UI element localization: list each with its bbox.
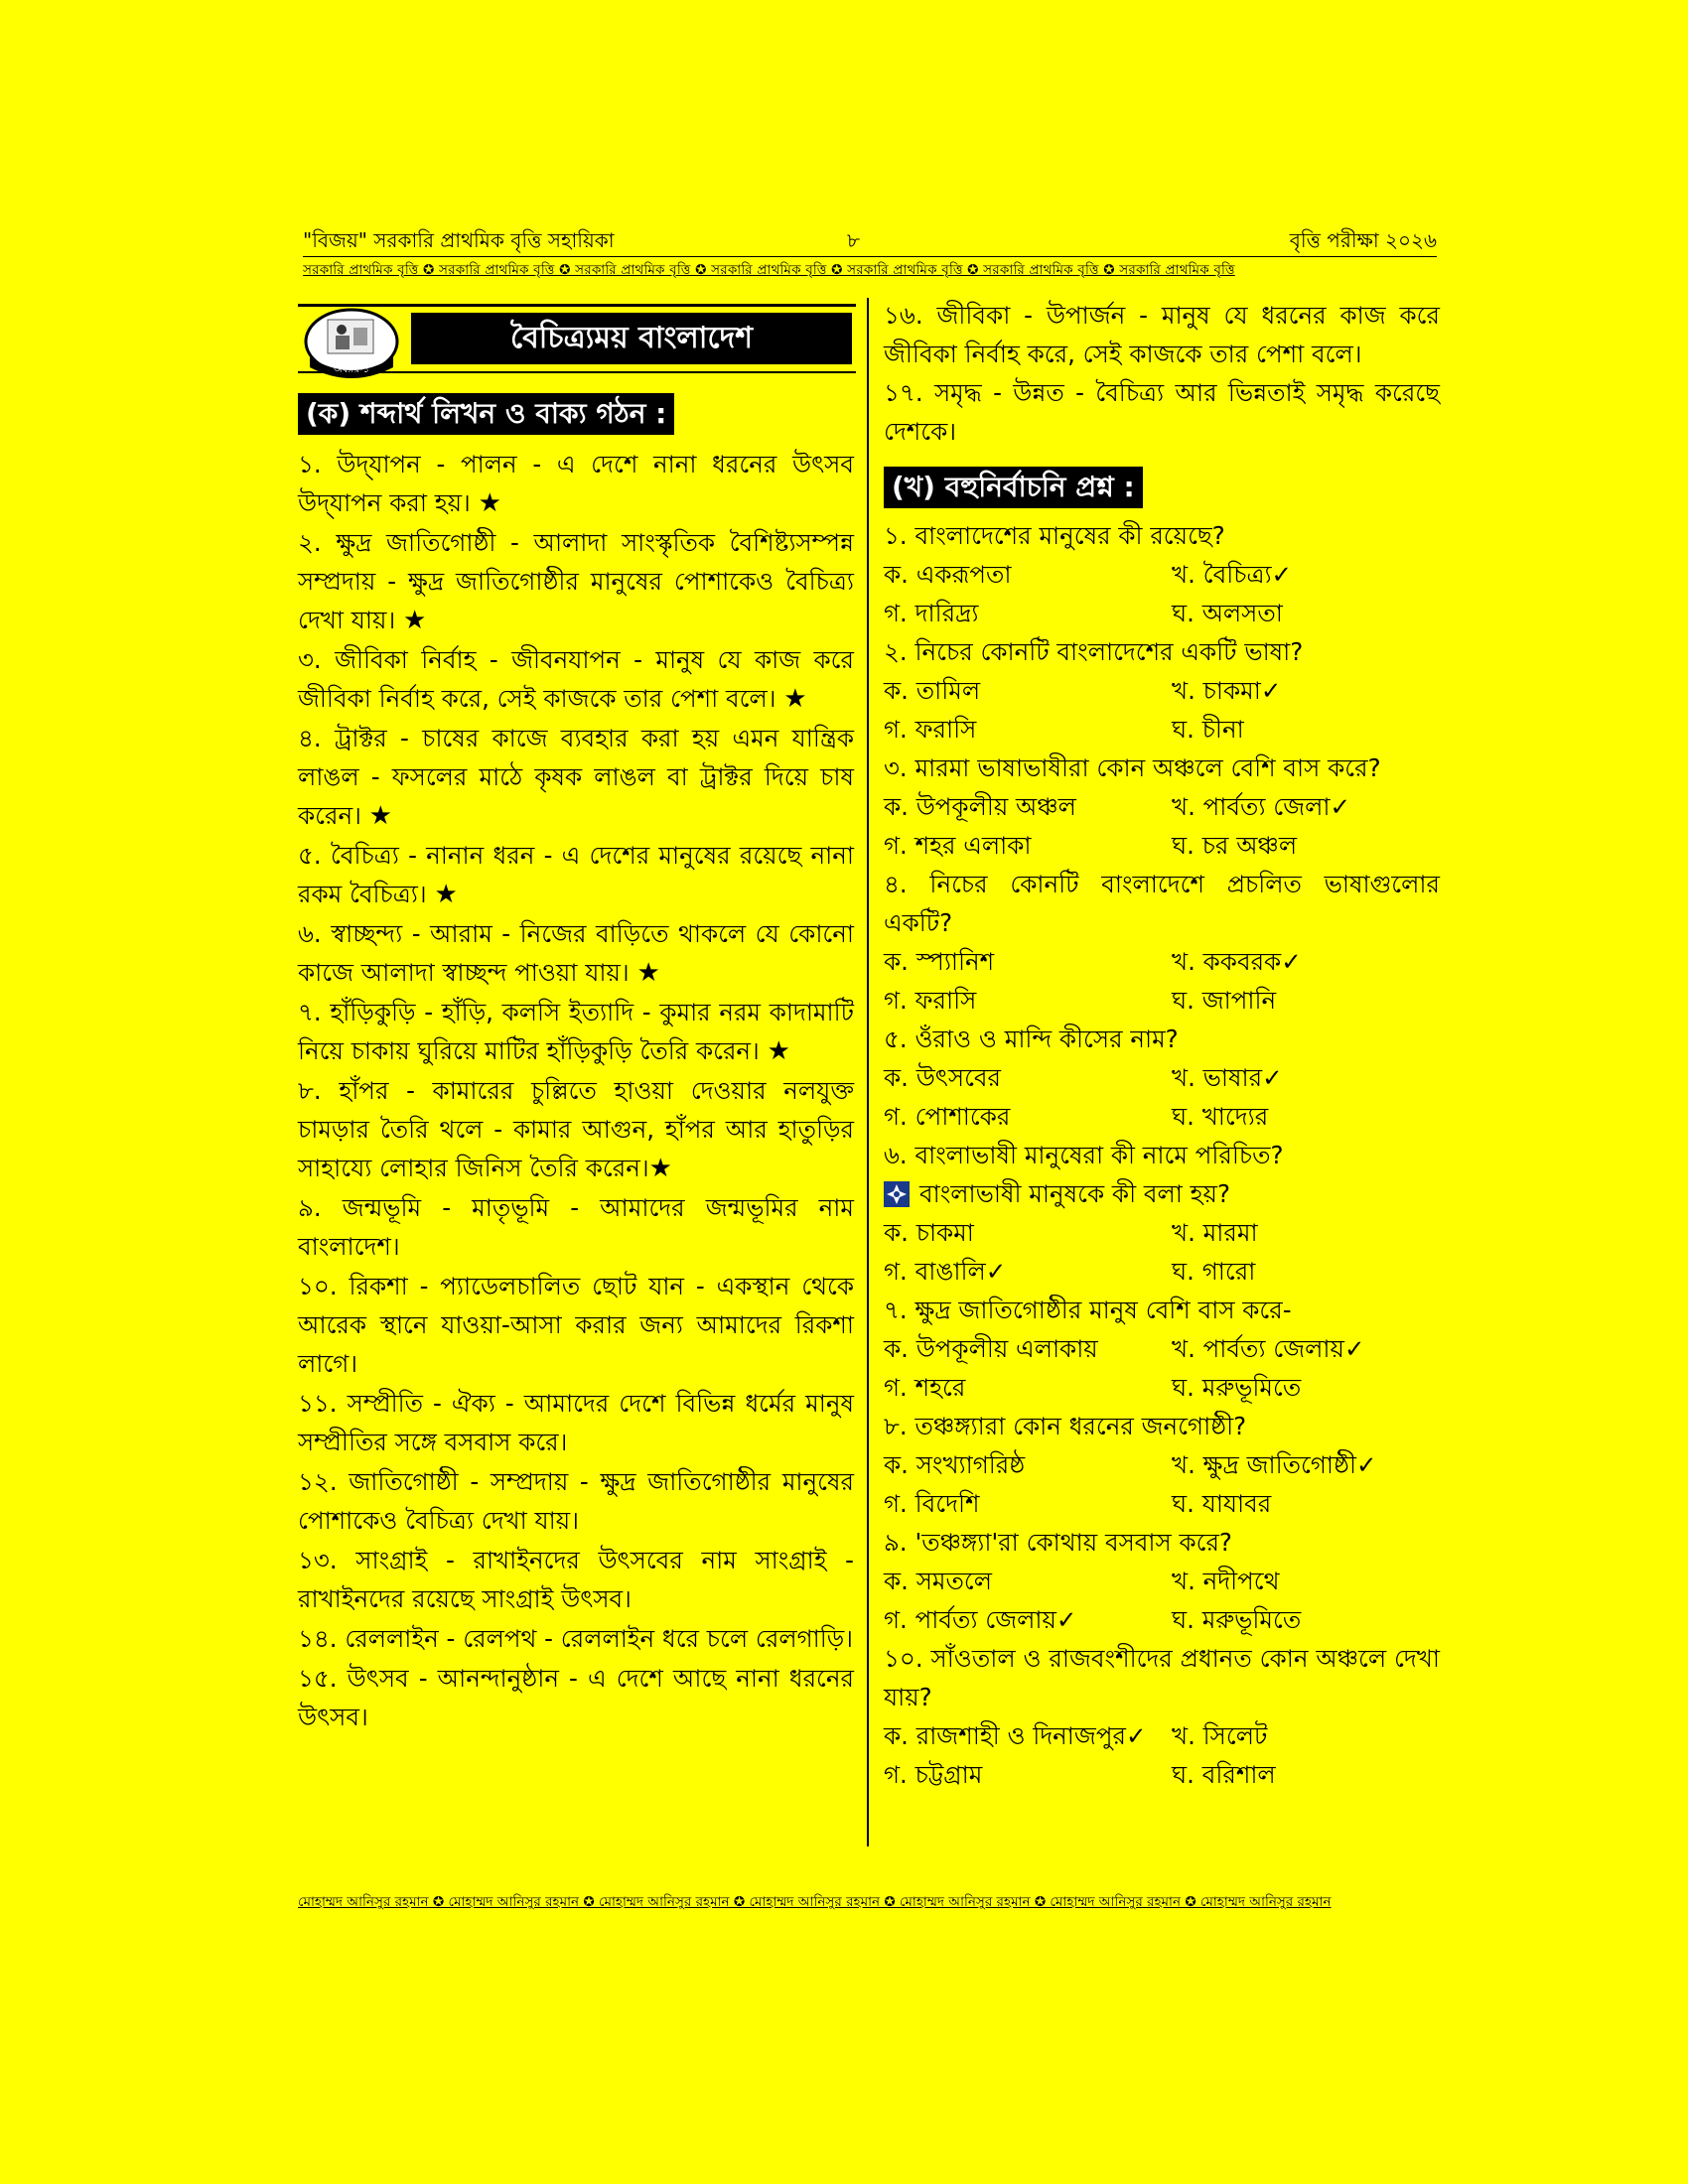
star-icon: ★: [767, 1036, 790, 1066]
section-ka-heading: (ক) শব্দার্থ লিখন ও বাক্য গঠন :: [298, 393, 674, 435]
vocab-item: ২. ক্ষুদ্র জাতিগোষ্ঠী - আলাদা সাংস্কৃতিক বৈশিষ্ট্যসম্পন্ন সম্প্রদায় - ক্ষুদ্র জাতিগোষ্ঠীর মানুষের পোশাকেও বৈচিত্র্য দেখা যায়। ★: [298, 528, 854, 635]
vocab-item: ১৫. উৎসব - আনন্দানুষ্ঠান - এ দেশে আছে নানা ধরনের উৎসব।: [298, 1664, 854, 1731]
star-icon: ★: [478, 488, 501, 518]
vocab-item: ৯. জন্মভূমি - মাতৃভূমি - আমাদের জন্মভূমির নাম বাংলাদেশ।: [298, 1193, 854, 1261]
option: ঘ. মরুভূমিতে: [1172, 1605, 1302, 1634]
option: ক. উপকূলীয় অঞ্চল: [884, 792, 1076, 821]
option: গ. পার্বত্য জেলায়✓: [884, 1605, 1077, 1634]
option: ঘ. মরুভূমিতে: [1172, 1373, 1302, 1402]
option: গ. পোশাকের: [884, 1102, 1011, 1131]
option: ক. উপকূলীয় এলাকায়: [884, 1334, 1098, 1363]
option: গ. শহরে: [884, 1373, 966, 1402]
mcq-question: ১. বাংলাদেশের মানুষের কী রয়েছে?: [884, 521, 1225, 550]
option: গ. বিদেশি: [884, 1489, 980, 1518]
option: খ. বৈচিত্র্য✓: [1172, 560, 1293, 589]
option: ঘ. যাযাবর: [1172, 1489, 1272, 1518]
mcq-options: [884, 1213, 1440, 1252]
option: ক. স্প্যানিশ: [884, 947, 995, 976]
vocabulary-list: [298, 445, 854, 1737]
vocab-item: ৮. হাঁপর - কামারের চুল্লিতে হাওয়া দেওয়ার নলযুক্ত চামড়ার তৈরি থলে - কামার আগুন, হাঁপর আর হাতুড়ির সাহায্যে লোহার জিনিস তৈরি করেন।★: [298, 1076, 854, 1183]
mcq-question: ৯. 'তঞ্চঙ্গ্যা'রা কোথায় বসবাস করে?: [884, 1528, 1232, 1557]
option: ঘ. চীনা: [1172, 715, 1244, 744]
option: ঘ. জাপানি: [1172, 986, 1277, 1015]
option: ঘ. চর অঞ্চল: [1172, 831, 1298, 860]
option: গ. ফরাসি: [884, 986, 977, 1015]
vocab-item: ১১. সম্প্রীতি - ঐক্য - আমাদের দেশে বিভিন্ন ধর্মের মানুষ সম্প্রীতির সঙ্গে বসবাস করে।: [298, 1389, 854, 1456]
vocab-item: ১৭. সমৃদ্ধ - উন্নত - বৈচিত্র্য আর ভিন্নতাই সমৃদ্ধ করেছে দেশকে।: [884, 378, 1440, 446]
chapter-title: বৈচিত্র্যময় বাংলাদেশ: [411, 313, 852, 364]
mcq-options: [884, 1058, 1440, 1097]
reading-child-badge-icon: [302, 306, 401, 379]
mcq-options: [884, 942, 1440, 981]
header-repeat-strip: সরকারি প্রাথমিক বৃত্তি ✪ সরকারি প্রাথমিক বৃত্তি ✪ সরকারি প্রাথমিক বৃত্তি ✪ সরকারি প্রাথমিক বৃত্তি ✪ সরকারি প্রাথমিক বৃত্তি ✪ সরকারি প্রাথমিক বৃত্তি ✪ সরকারি প্রাথমিক বৃত্তি: [303, 262, 1235, 278]
mcq-options: [884, 1484, 1440, 1523]
mcq-options: [884, 1368, 1440, 1407]
exam-title: বৃত্তি পরীক্ষা ২০২৬: [1289, 228, 1437, 252]
mcq-question: ১০. সাঁওতাল ও রাজবংশীদের প্রধানত কোন অঞ্চলে দেখা যায়?: [884, 1644, 1440, 1711]
option: ক. উৎসবের: [884, 1063, 1002, 1092]
mcq-options: [884, 555, 1440, 594]
vocab-item: ১৪. রেললাইন - রেলপথ - রেললাইন ধরে চলে রেলগাড়ি।: [298, 1624, 854, 1653]
mcq-options: [884, 1252, 1440, 1291]
mcq-question: ২. নিচের কোনটি বাংলাদেশের একটি ভাষা?: [884, 637, 1304, 666]
mcq-question: ৪. নিচের কোনটি বাংলাদেশে প্রচলিত ভাষাগুলোর একটি?: [884, 870, 1440, 937]
star-icon: ★: [783, 684, 807, 714]
vocab-item: ৩. জীবিকা নির্বাহ - জীবনযাপন - মানুষ যে কাজ করে জীবিকা নির্বাহ করে, সেই কাজকে তার পেশা বলে। ★: [298, 645, 854, 714]
option: খ. ককবরক✓: [1172, 947, 1302, 976]
option: ক. সমতলে: [884, 1567, 992, 1595]
option: খ. মারমা: [1172, 1218, 1258, 1247]
vocab-item: ১০. রিকশা - প্যাডেলচালিত ছোট যান - একস্থান থেকে আরেক স্থানে যাওয়া-আসা করার জন্য আমাদের রিকশা লাগে।: [298, 1272, 854, 1378]
alternate-question-text: বাংলাভাষী মানুষকে কী বলা হয়?: [919, 1179, 1230, 1208]
star-icon: ★: [648, 1154, 672, 1183]
option: ক. একরূপতা: [884, 560, 1012, 589]
option: খ. পার্বত্য জেলা✓: [1172, 792, 1351, 821]
option: খ. চাকমা✓: [1172, 676, 1282, 705]
vocab-item: ৪. ট্রাক্টর - চাষের কাজে ব্যবহার করা হয় এমন যান্ত্রিক লাঙল - ফসলের মাঠে কৃষক লাঙল বা ট্রাক্টর দিয়ে চাষ করেন। ★: [298, 724, 854, 831]
mcq-options: [884, 1755, 1440, 1794]
mcq-question: ৫. ওঁরাও ও মান্দি কীসের নাম?: [884, 1024, 1179, 1053]
option: গ. বাঙালি✓: [884, 1257, 1007, 1286]
column-divider: [867, 298, 869, 1846]
option: ক. চাকমা: [884, 1218, 974, 1247]
mcq-options: [884, 1097, 1440, 1136]
vocab-item: ১২. জাতিগোষ্ঠী - সম্প্রদায় - ক্ষুদ্র জাতিগোষ্ঠীর মানুষের পোশাকেও বৈচিত্র্য দেখা যায়।: [298, 1467, 854, 1535]
mcq-question: ৭. ক্ষুদ্র জাতিগোষ্ঠীর মানুষ বেশি বাস করে-: [884, 1296, 1292, 1324]
mcq-options: [884, 1329, 1440, 1368]
mcq-options: [884, 1716, 1440, 1755]
alternate-question: [884, 1174, 1440, 1213]
book-title: "বিজয়" সরকারি প্রাথমিক বৃত্তি সহায়িকা: [303, 228, 615, 252]
option: ঘ. অলসতা: [1172, 599, 1283, 627]
option: গ. শহর এলাকা: [884, 831, 1032, 860]
mcq-question: ৬. বাংলাভাষী মানুষেরা কী নামে পরিচিত?: [884, 1141, 1284, 1169]
chapter-heading: [298, 304, 856, 385]
vocab-item: ১৬. জীবিকা - উপার্জন - মানুষ যে ধরনের কাজ করে জীবিকা নির্বাহ করে, সেই কাজকে তার পেশা বলে।: [884, 301, 1440, 368]
footer-author-strip: মোহাম্মদ আনিসুর রহমান ✪ মোহাম্মদ আনিসুর রহমান ✪ মোহাম্মদ আনিসুর রহমান ✪ মোহাম্মদ আনিসুর রহমান ✪ মোহাম্মদ আনিসুর রহমান ✪ মোহাম্মদ আনিসুর রহমান ✪ মোহাম্মদ আনিসুর রহমান: [298, 1894, 1332, 1910]
book-flower-icon: [884, 1181, 910, 1207]
option: খ. সিলেট: [1172, 1721, 1268, 1750]
star-icon: ★: [636, 958, 660, 988]
mcq-options: [884, 1445, 1440, 1484]
mcq-options: [884, 981, 1440, 1020]
vocab-item: ৫. বৈচিত্র্য - নানান ধরন - এ দেশের মানুষের রয়েছে নানা রকম বৈচিত্র্য। ★: [298, 841, 854, 909]
option: খ. পার্বত্য জেলায়✓: [1172, 1334, 1365, 1363]
section-kha-heading: (খ) বহুনির্বাচনি প্রশ্ন :: [884, 467, 1143, 508]
option: গ. চট্টগ্রাম: [884, 1760, 983, 1789]
header-divider: [303, 256, 1437, 257]
option: খ. ক্ষুদ্র জাতিগোষ্ঠী✓: [1172, 1450, 1377, 1479]
mcq-options: [884, 787, 1440, 826]
star-icon: ★: [368, 801, 392, 831]
mcq-options: [884, 594, 1440, 632]
option: ঘ. বরিশাল: [1172, 1760, 1276, 1789]
vocab-item: ১. উদ্‌যাপন - পালন - এ দেশে নানা ধরনের উৎসব উদ্‌যাপন করা হয়। ★: [298, 450, 854, 518]
mcq-options: [884, 826, 1440, 865]
vocabulary-list-continued: [884, 296, 1440, 451]
mcq-list: [884, 516, 1440, 1794]
option: খ. নদীপথে: [1172, 1567, 1280, 1595]
option: ক. রাজশাহী ও দিনাজপুর✓: [884, 1721, 1147, 1750]
mcq-options: [884, 710, 1440, 749]
option: ঘ. খাদ্যের: [1172, 1102, 1269, 1131]
mcq-options: [884, 671, 1440, 710]
mcq-question: ৩. মারমা ভাষাভাষীরা কোন অঞ্চলে বেশি বাস করে?: [884, 753, 1381, 782]
mcq-options: [884, 1600, 1440, 1639]
option: ঘ. গারো: [1172, 1257, 1256, 1286]
mcq-options: [884, 1562, 1440, 1600]
vocab-item: ৬. স্বাচ্ছন্দ্য - আরাম - নিজের বাড়িতে থাকলে যে কোনো কাজে আলাদা স্বাচ্ছন্দ পাওয়া যায়। ★: [298, 919, 854, 988]
option: ক. সংখ্যাগরিষ্ঠ: [884, 1450, 1026, 1479]
page-number: ৮: [847, 228, 860, 252]
option: খ. ভাষার✓: [1172, 1063, 1283, 1092]
mcq-question: ৮. তঞ্চঙ্গ্যারা কোন ধরনের জনগোষ্ঠী?: [884, 1412, 1247, 1440]
option: গ. ফরাসি: [884, 715, 977, 744]
star-icon: ★: [434, 880, 458, 909]
page-header: [303, 226, 1437, 256]
option: গ. দারিদ্র্য: [884, 599, 979, 627]
option: ক. তামিল: [884, 676, 981, 705]
vocab-item: ১৩. সাংগ্রাই - রাখাইনদের উৎসবের নাম সাংগ্রাই - রাখাইনদের রয়েছে সাংগ্রাই উৎসব।: [298, 1546, 854, 1613]
chapter-badge-label: অধ্যায়-১: [333, 364, 370, 375]
star-icon: ★: [403, 606, 427, 635]
vocab-item: ৭. হাঁড়িকুড়ি - হাঁড়ি, কলসি ইত্যাদি - কুমার নরম কাদামাটি নিয়ে চাকায় ঘুরিয়ে মাটির হাঁড়িকুড়ি তৈরি করেন। ★: [298, 998, 854, 1066]
